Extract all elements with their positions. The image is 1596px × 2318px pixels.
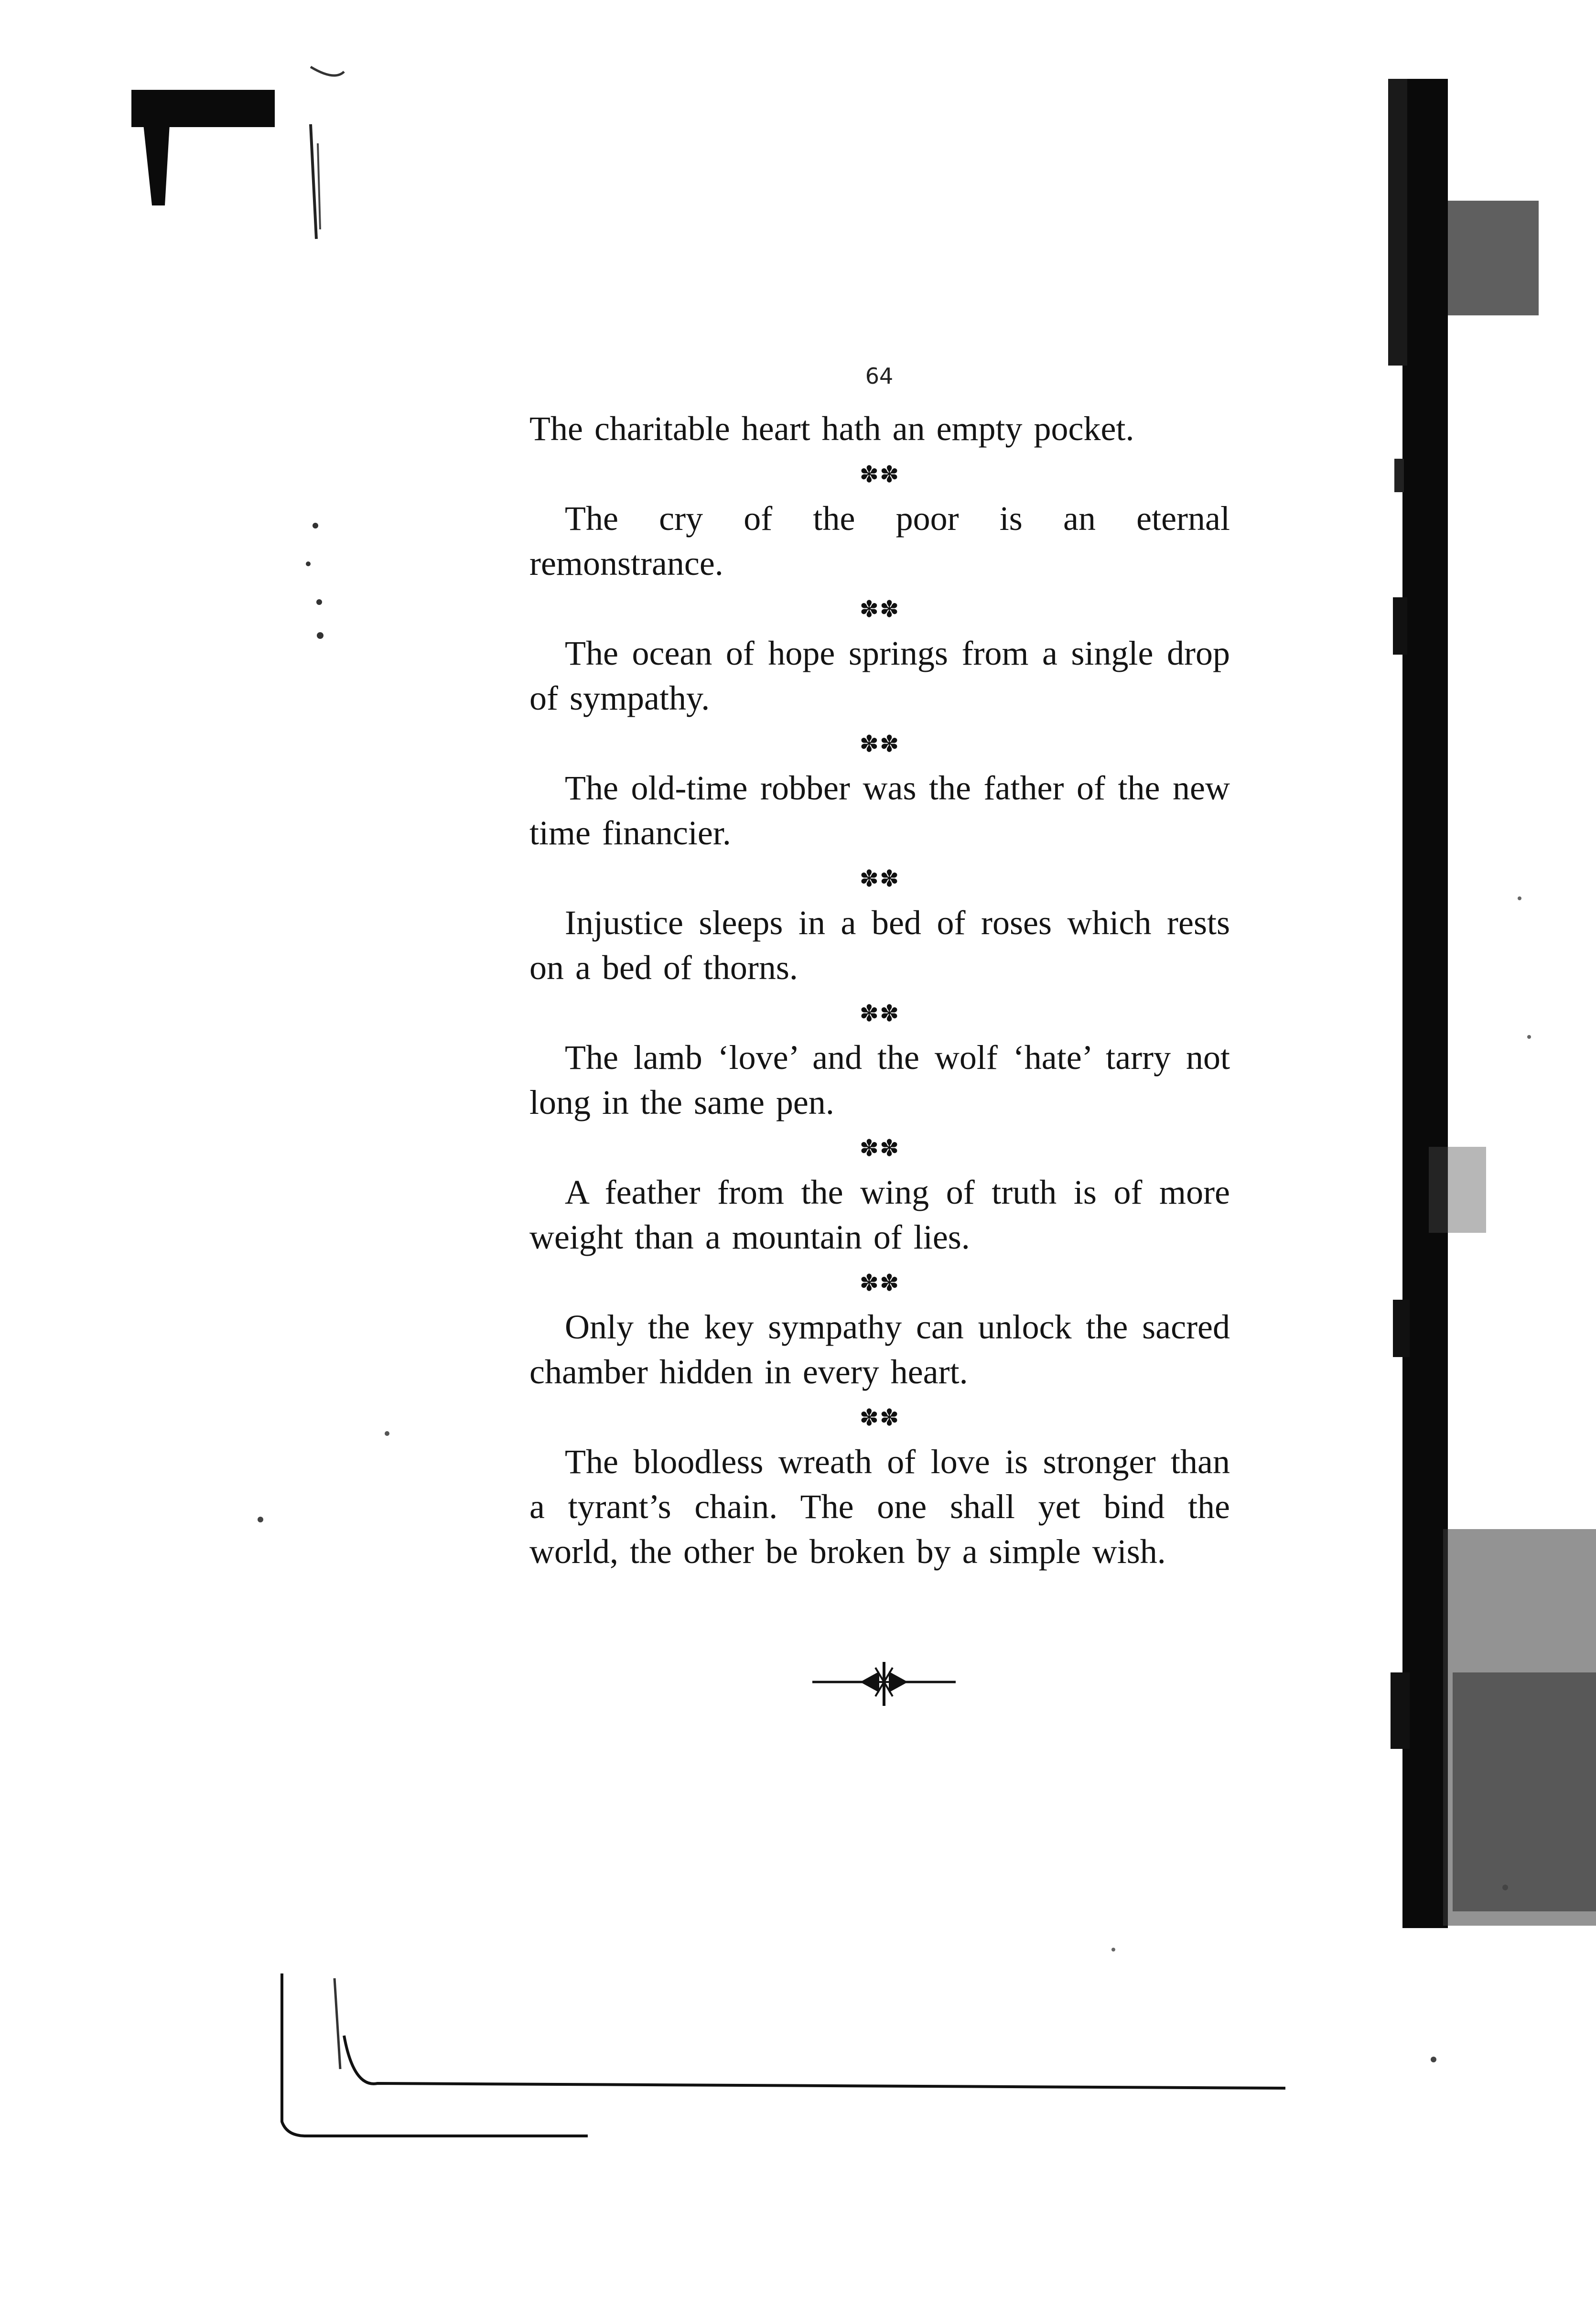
separator-asterisks-icon: ✽✽	[859, 596, 900, 623]
aphorism: The old-time robber was the father of the new time financier.	[529, 769, 1230, 852]
floral-tailpiece-icon	[812, 1653, 956, 1711]
aphorism: The charitable heart hath an empty pocket.	[529, 410, 1134, 448]
aphorism: A feather from the wing of truth is of more weight than a mountain of lies.	[529, 1173, 1230, 1256]
separator-asterisks-icon: ✽✽	[859, 1270, 900, 1296]
aphorism: Injustice sleeps in a bed of roses which rests on a bed of thorns.	[529, 904, 1230, 987]
separator-asterisks-icon: ✽✽	[859, 1404, 900, 1431]
aphorism: The lamb ‘love’ and the wolf ‘hate’ tarry not long in the same pen.	[529, 1038, 1230, 1121]
separator-asterisks-icon: ✽✽	[859, 731, 900, 757]
aphorism: The cry of the poor is an eternal remonstrance.	[529, 499, 1230, 582]
aphorism: The bloodless wreath of love is stronger than a tyrant’s chain. The one shall yet bind the world, the other be broken by a simple wish.	[529, 1443, 1230, 1571]
page-number: 64	[865, 363, 894, 389]
separator-asterisks-icon: ✽✽	[859, 1135, 900, 1162]
aphorism-list	[529, 406, 1230, 1574]
separator-asterisks-icon: ✽✽	[859, 865, 900, 892]
aphorism: The ocean of hope springs from a single drop of sympathy.	[529, 634, 1230, 717]
separator-asterisks-icon: ✽✽	[859, 1000, 900, 1027]
aphorism: Only the key sympathy can unlock the sacred chamber hidden in every heart.	[529, 1308, 1230, 1391]
separator-asterisks-icon: ✽✽	[859, 461, 900, 488]
